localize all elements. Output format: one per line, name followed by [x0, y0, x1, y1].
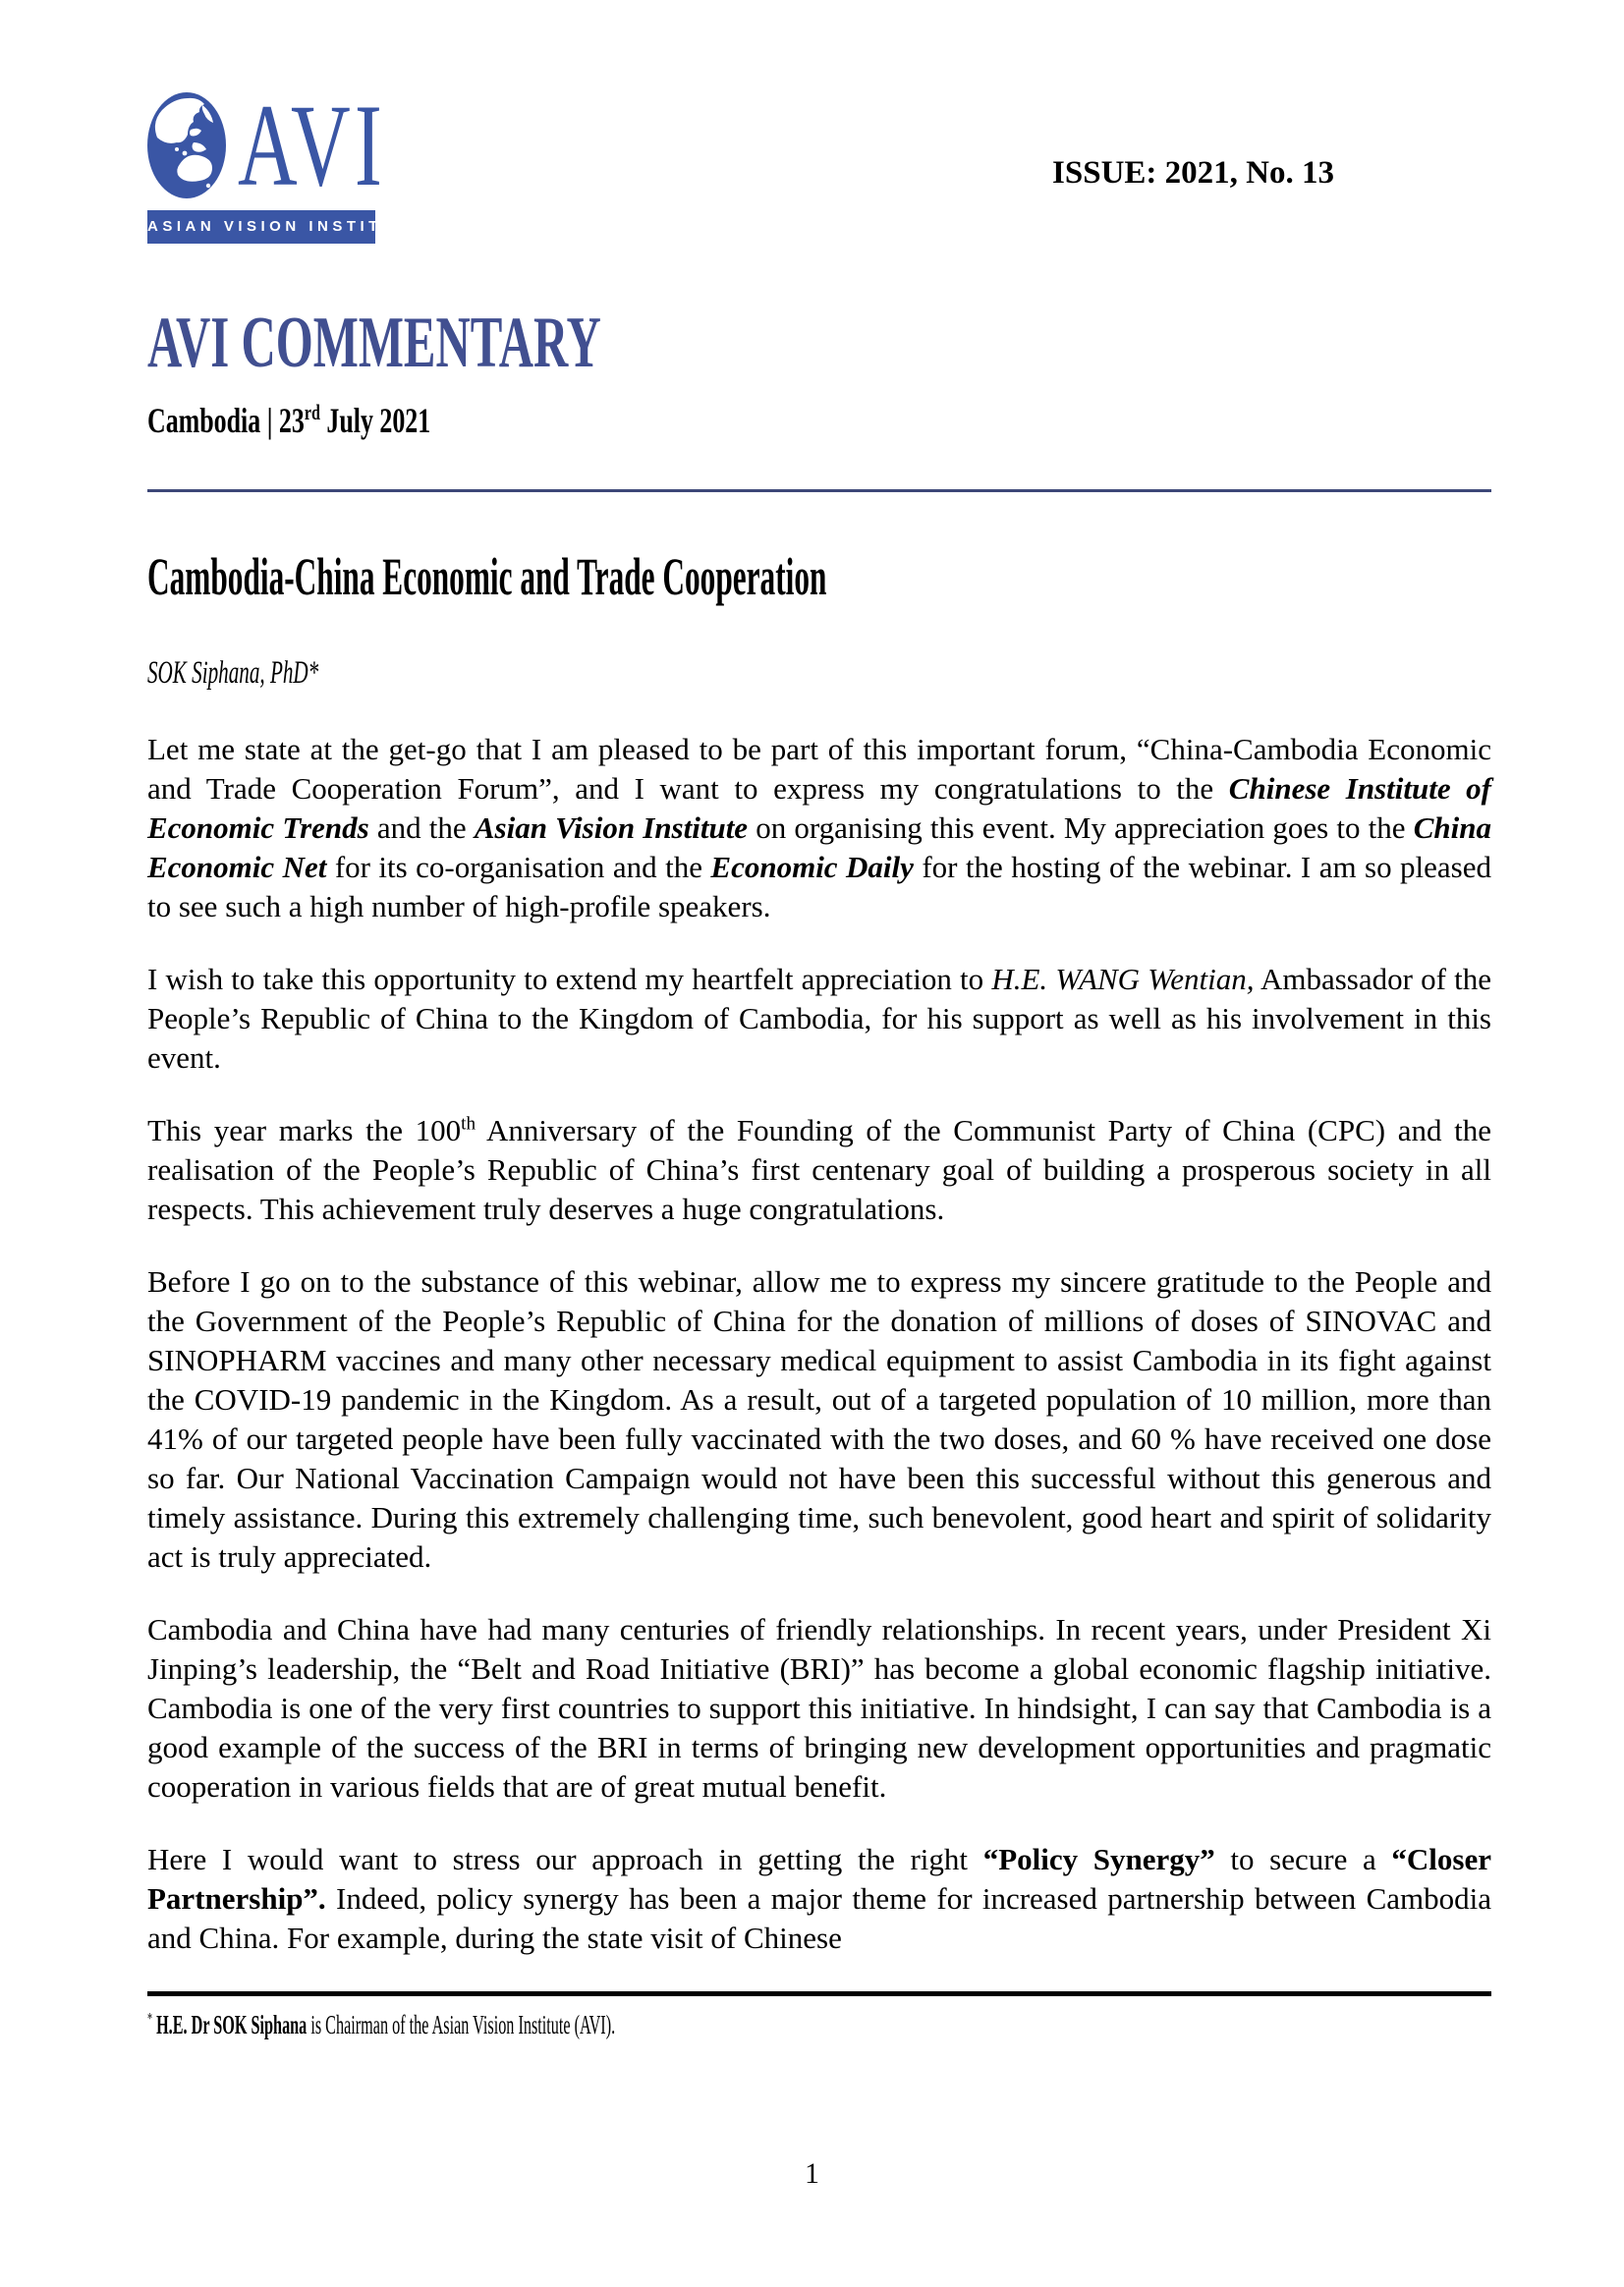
article-title: Cambodia-China Economic and Trade Cooperation: [147, 547, 827, 606]
masthead-title: AVI COMMENTARY: [147, 303, 601, 383]
dateline: Cambodia | 23rd July 2021: [147, 400, 431, 440]
article-author: SOK Siphana, PhD*: [147, 655, 319, 691]
paragraph: Let me state at the get-go that I am pleased to be part of this important forum, “China-Cambodia Economic and Trade Cooperation Forum”, and I want to express my congratulations to the Chinese Institute of Economic Trends and the Asian Vision Institute on organising this event. My appreciation goes to the China Economic Net for its co-organisation and the Economic Daily for the hosting of the webinar. I am so pleased to see such a high number of high-profile speakers.: [147, 732, 1491, 923]
logo-acronym: AVI: [238, 80, 387, 210]
article: [147, 547, 1491, 1958]
article-body: [147, 730, 1491, 1958]
avi-logo: [147, 80, 425, 244]
paragraph: Before I go on to the substance of this webinar, allow me to express my sincere gratitude to the People and the Government of the People’s Republic of China for the donation of millions of doses of SINOVAC and SINOPHARM vaccines and many other necessary medical equipment to assist Cambodia in its fight against the COVID-19 pandemic in the Kingdom. As a result, out of a targeted population of 10 million, more than 41% of our targeted people have been fully vaccinated with the two doses, and 60 % have received one dose so far. Our National Vaccination Campaign would not have been this successful without this generous and timely assistance. During this extremely challenging time, such benevolent, good heart and spirit of solidarity act is truly appreciated.: [147, 1264, 1491, 1574]
page-footer: [147, 1991, 1491, 2190]
paragraph: I wish to take this opportunity to extend my heartfelt appreciation to H.E. WANG Wentian, Ambassador of the People’s Republic of China to the Kingdom of Cambodia, for his support as well as his involvement in this event.: [147, 962, 1491, 1075]
page-number: 1: [805, 2157, 819, 2190]
footnote: * H.E. Dr SOK Siphana is Chairman of the Asian Vision Institute (AVI).: [147, 2009, 616, 2039]
document-header: [147, 80, 1491, 244]
globe-icon: [147, 92, 226, 198]
issue-label: ISSUE: 2021, No. 13: [1052, 155, 1334, 191]
paragraph: Cambodia and China have had many centuries of friendly relationships. In recent years, under President Xi Jinping’s leadership, the “Belt and Road Initiative (BRI)” has become a global economic flagship initiative. Cambodia is one of the very first countries to support this initiative. In hindsight, I can say that Cambodia is a good example of the success of the BRI in terms of bringing new development opportunities and pragmatic cooperation in various fields that are of great mutual benefit.: [147, 1612, 1491, 1804]
header-divider: [147, 489, 1491, 492]
paragraph: This year marks the 100th Anniversary of the Founding of the Communist Party of China (CPC) and the realisation of the People’s Republic of China’s first centenary goal of building a prosperous society in all respects. This achievement truly deserves a huge congratulations.: [147, 1113, 1491, 1226]
paragraph: Here I would want to stress our approach in getting the right “Policy Synergy” to secure a “Closer Partnership”. Indeed, policy synergy has been a major theme for increased partnership between Cambodia and China. For example, during the state visit of Chinese: [147, 1842, 1491, 1955]
logo-banner: ASIAN VISION INSTITUTE: [147, 210, 375, 244]
footnote-divider: [147, 1991, 1491, 1996]
avi-logo-top: [147, 80, 387, 210]
